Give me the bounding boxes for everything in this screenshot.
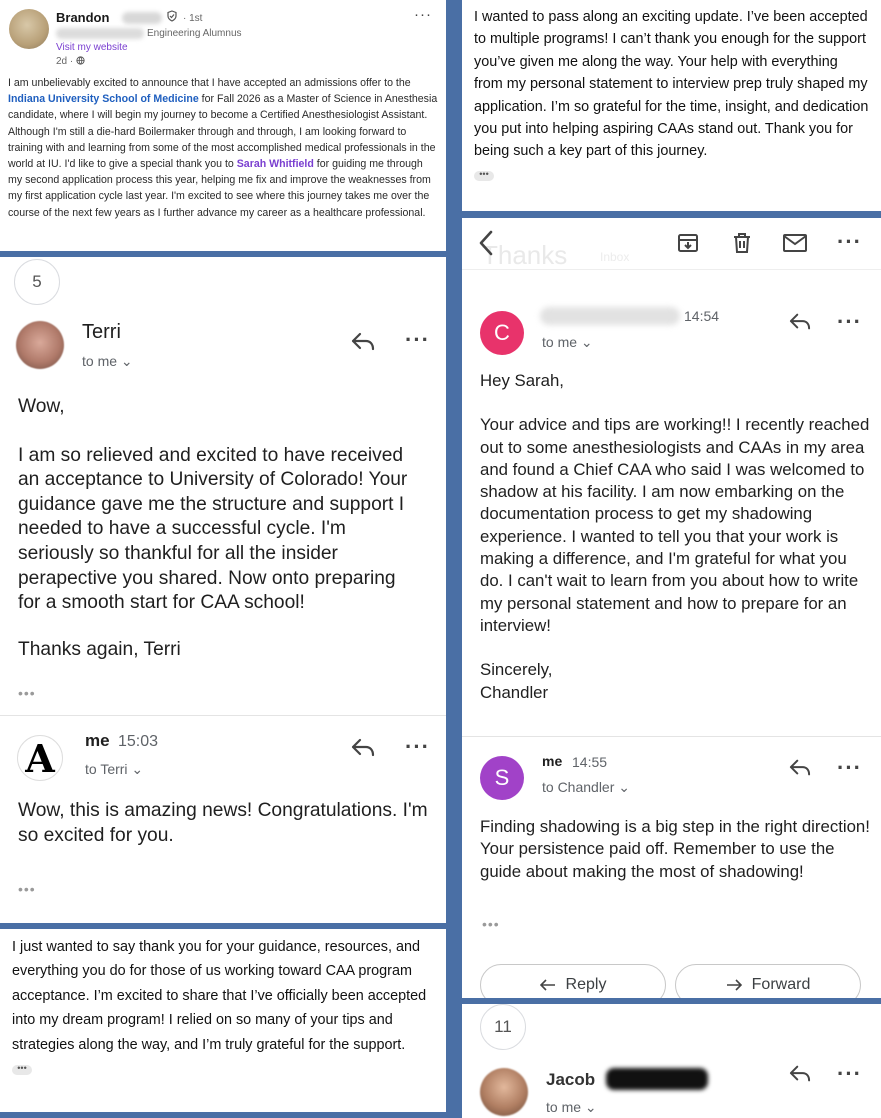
post-body: I am unbelievably excited to announce that I have accepted an admissions offer to the Indiana University School of Medicine for Fall 2026 as a Master of Science in Anesthesia candidate, where I will begin my journey to become a Certified Anesthesiologist Assistant. Although I'm still a die-hard Boilermaker through and through, I am looking forward to training with and learning from some of the most accomplished medical professionals in the world at IU. I'd like to give a special thank you to Sarah Whitfield for guiding me through my second application process this year, helping me fix and improve the weaknesses from my first application cycle last year. I'm excited to see where this journey takes me over the course of the next few years as I further advance my career as a healthcare professional. <box>8 77 438 219</box>
quoted-text-toggle[interactable]: ••• <box>18 685 36 701</box>
thread-count[interactable]: 5 <box>14 259 60 305</box>
reply-icon[interactable] <box>788 312 812 337</box>
sender-name: Terri <box>82 321 121 343</box>
sent-time: 15:03 <box>118 733 159 750</box>
verified-icon <box>166 10 178 25</box>
avatar[interactable] <box>9 9 49 49</box>
quoted-text-toggle[interactable]: ••• <box>482 916 500 932</box>
expand-dots[interactable]: ••• <box>474 171 494 181</box>
sender-name: Jacob <box>546 1070 596 1089</box>
divider <box>462 736 881 737</box>
redacted-name <box>122 12 162 24</box>
avatar: C <box>480 311 524 355</box>
author-headline: Engineering Alumnus <box>147 28 242 39</box>
message-note <box>462 0 881 211</box>
more-icon[interactable]: ··· <box>405 327 430 352</box>
reply-icon[interactable] <box>350 331 376 358</box>
more-icon[interactable]: ··· <box>837 229 862 254</box>
mail-icon[interactable] <box>782 231 808 260</box>
website-link[interactable]: Visit my website <box>56 42 128 53</box>
forward-button[interactable]: Forward <box>675 964 861 998</box>
message-body: Wow, I am so relieved and excited to have received an acceptance to University of Colorado! Your guidance gave me the structure and support I needed to have a successful cycle. I'm seriously so thankful for all the insider perapective you shared. Now onto preparing for a smooth start for CAA school! Thanks again, Terri <box>18 396 408 660</box>
redacted-sender <box>540 307 680 325</box>
recipient-line[interactable]: to Terri ⌄ <box>85 761 144 777</box>
subject-ghost: Thanks <box>482 240 568 270</box>
avatar: S <box>480 756 524 800</box>
recipient-line[interactable]: to me ⌄ <box>82 353 133 369</box>
expand-dots[interactable]: ••• <box>12 1065 32 1075</box>
label-ghost: Inbox <box>600 250 630 264</box>
toolbar <box>462 218 881 270</box>
avatar <box>480 1068 528 1116</box>
recipient-line[interactable]: to Chandler ⌄ <box>542 779 630 795</box>
archive-icon[interactable] <box>676 231 700 260</box>
reply-body: Wow, this is amazing news! Congratulations. I'm so excited for you. <box>18 800 428 846</box>
more-icon[interactable]: ··· <box>405 734 430 759</box>
more-icon[interactable]: ··· <box>837 755 862 780</box>
note-text: I just wanted to say thank you for your guidance, resources, and everything you do for those of us working toward CAA program acceptance. I’m excited to share that I’ve officially been accepted into my dream program! I relied on so many of your tips and strategies along the way, and I’m truly grateful for the support. <box>12 939 427 1053</box>
post-header <box>8 6 438 70</box>
thread-count[interactable]: 11 <box>480 1004 526 1050</box>
post-time: 2d · <box>56 56 85 67</box>
more-icon[interactable]: ··· <box>414 6 432 23</box>
message-note <box>0 929 446 1112</box>
reply-icon[interactable] <box>788 758 812 783</box>
message-body: Hey Sarah, Your advice and tips are working!! I recently reached out to some anesthesiologists and CAAs in my area and found a Chief CAA who said I was welcomed to shadow at his facility. I am now embarking on the documentation process to get my shadowing experience. I wanted to tell you that your work is making a difference, and I'm grateful for what you do. I can't wait to learn from you about how to write my personal statement and how to prepare for an interview! Sincerely, Chandler <box>480 371 870 702</box>
reply-icon[interactable] <box>350 737 376 764</box>
email-thread-chandler <box>462 218 881 998</box>
sender-name: me <box>85 731 110 750</box>
redacted-sender <box>606 1068 708 1090</box>
forward-icon <box>726 979 742 991</box>
redacted-headline <box>56 28 144 39</box>
quoted-text-toggle[interactable]: ••• <box>18 881 36 897</box>
recipient-line[interactable]: to me ⌄ <box>546 1099 597 1115</box>
avatar <box>16 321 64 369</box>
email-thread-terri <box>0 257 446 923</box>
trash-icon[interactable] <box>730 231 754 260</box>
sent-time: 14:55 <box>572 754 608 770</box>
email-thread-jacob <box>462 1004 881 1118</box>
author-name[interactable]: Brandon <box>56 10 110 25</box>
person-link[interactable]: Sarah Whitfield <box>236 158 314 171</box>
recipient-line[interactable]: to me ⌄ <box>542 334 593 350</box>
back-icon[interactable] <box>478 230 494 261</box>
more-icon[interactable]: ··· <box>837 309 862 334</box>
reply-body: Finding shadowing is a big step in the right direction! Your persistence paid off. Remember to use the guide about making the most of shadowing! <box>480 817 870 881</box>
avatar: A <box>17 735 63 781</box>
sent-time: 14:54 <box>684 308 720 324</box>
globe-icon <box>76 56 85 65</box>
sender-name: me <box>542 753 563 769</box>
linkedin-post <box>0 0 446 251</box>
reply-icon[interactable] <box>788 1064 812 1089</box>
connection-degree: · 1st <box>183 13 203 24</box>
divider <box>0 715 446 716</box>
school-link[interactable]: Indiana University School of Medicine <box>8 93 199 106</box>
reply-button[interactable]: Reply <box>480 964 666 998</box>
note-text: I wanted to pass along an exciting update. I’ve been accepted to multiple programs! I can’t thank you enough for the support you’ve given me along the way. Your help with everything from my personal statement to interview prep truly shaped my application. I’m so grateful for the time, insight, and dedication you put into helping aspiring CAAs stand out. Thank you for being such a key part of this journey. <box>474 9 869 160</box>
more-icon[interactable]: ··· <box>837 1061 862 1086</box>
reply-icon <box>540 979 556 991</box>
